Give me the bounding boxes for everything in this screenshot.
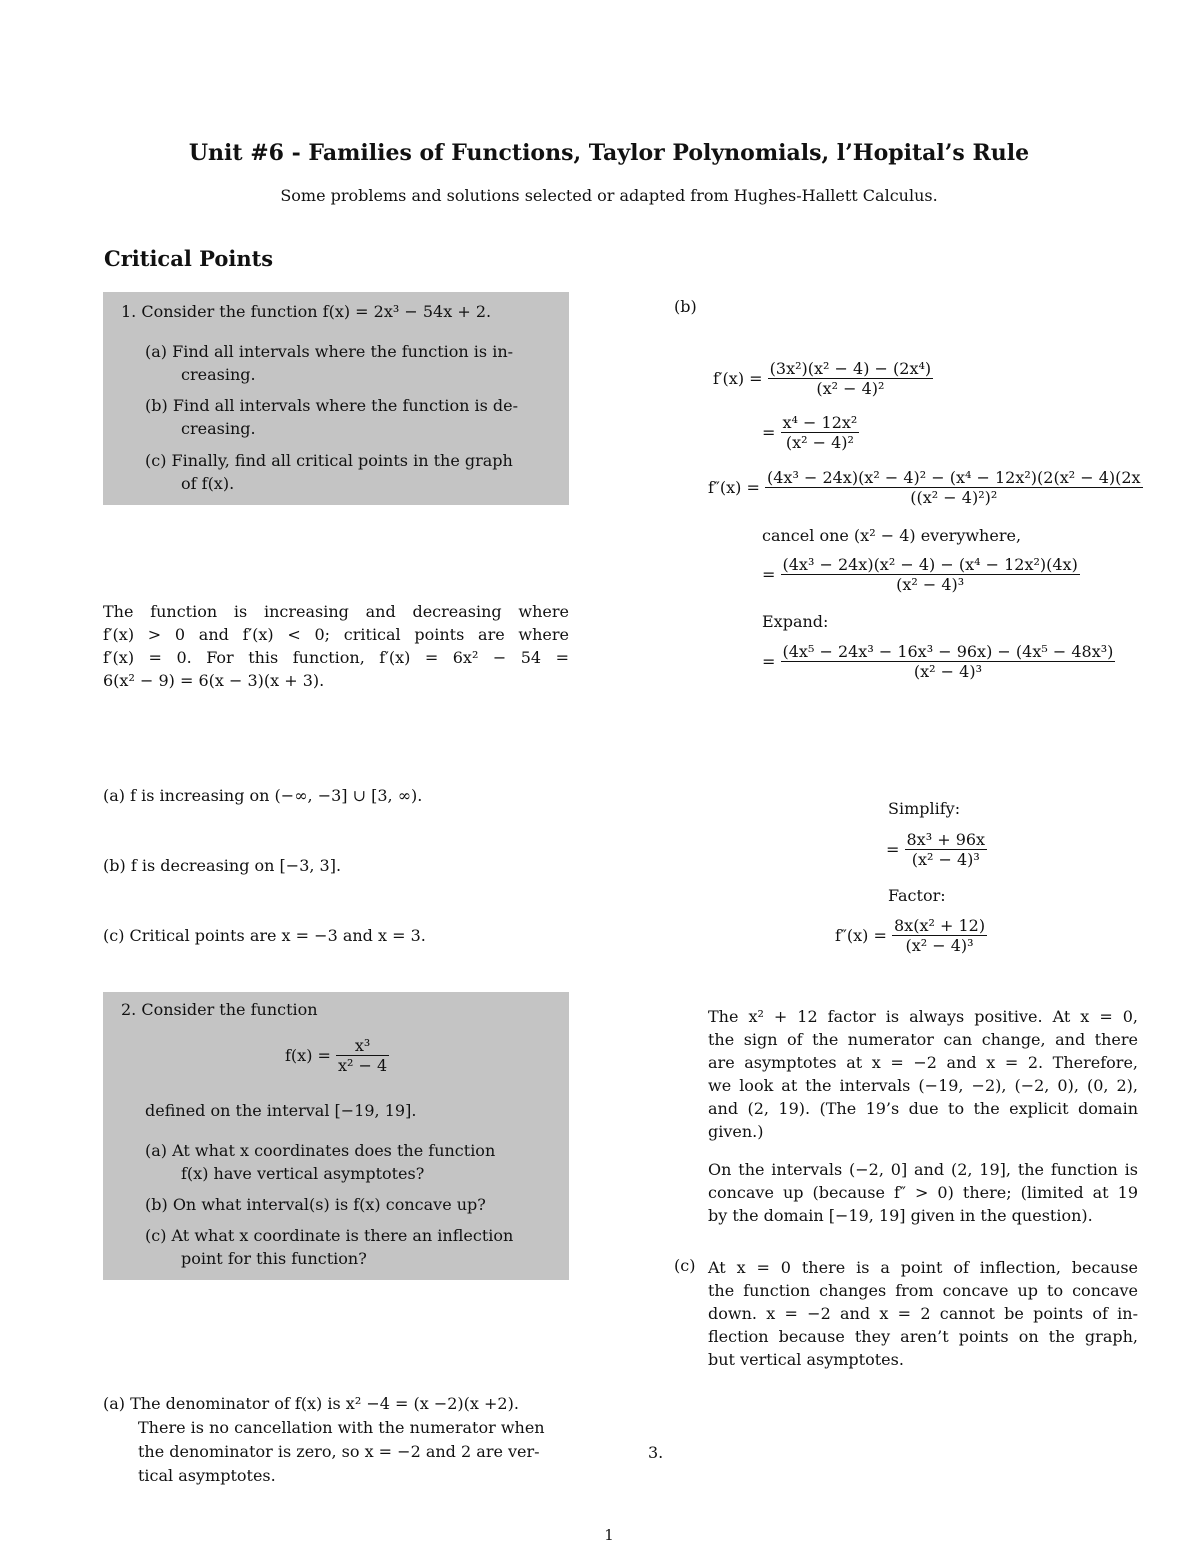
fraction-numerator: 8x(x² + 12) <box>894 916 986 935</box>
solution-2a-line3: the denominator is zero, so x = −2 and 2 are ver- <box>138 1442 540 1461</box>
document-title: Unit #6 - Families of Functions, Taylor Polynomials, l’Hopital’s Rule <box>188 140 1030 166</box>
fraction-numerator: x⁴ − 12x² <box>782 413 858 432</box>
paragraph-line: concave up (because f″ > 0) there; (limited at 19 <box>708 1183 1138 1202</box>
fraction-numerator: (4x⁵ − 24x³ − 16x³ − 96x) − (4x⁵ − 48x³) <box>782 642 1114 661</box>
solution-2b-label: (b) <box>674 297 697 316</box>
problem-2c-line1: (c) At what x coordinate is there an inflection <box>145 1226 514 1245</box>
solution-1-intro <box>103 600 569 692</box>
problem-2-function <box>285 1036 389 1075</box>
problem-1-box <box>103 292 569 505</box>
expand-label: Expand: <box>762 612 829 631</box>
paragraph-line: At x = 0 there is a point of inflection, because <box>708 1258 1138 1277</box>
page-number: 1 <box>604 1526 614 1544</box>
fprime-fraction-2 <box>781 413 860 452</box>
paragraph-line: The x² + 12 factor is always positive. At x = 0, <box>708 1007 1138 1026</box>
fprime-row-1 <box>713 359 933 398</box>
problem-2-fraction <box>336 1036 389 1075</box>
factor-label: Factor: <box>888 886 946 905</box>
paragraph-line: are asymptotes at x = −2 and x = 2. Therefore, <box>708 1053 1138 1072</box>
solution-1b: (b) f is decreasing on [−3, 3]. <box>103 856 342 875</box>
fdoubleprime-fraction-3 <box>781 642 1116 681</box>
fdoubleprime-lhs: f″(x) = <box>835 926 887 945</box>
problem-2a-line2: f(x) have vertical asymptotes? <box>181 1164 425 1183</box>
fraction-numerator: (3x²)(x² − 4) − (2x⁴) <box>769 359 932 378</box>
problem-1-statement: 1. Consider the function f(x) = 2x³ − 54x + 2. <box>121 302 492 321</box>
problem-1a-line2: creasing. <box>181 365 256 384</box>
solution-2a-line4: tical asymptotes. <box>138 1466 276 1485</box>
cancel-note: cancel one (x² − 4) everywhere, <box>762 526 1022 545</box>
fdoubleprime-fraction-1 <box>765 468 1143 507</box>
paragraph-line: down. x = −2 and x = 2 cannot be points of in- <box>708 1304 1138 1323</box>
fraction-denominator: (x² − 4)³ <box>911 850 980 869</box>
problem-2b-line1: (b) On what interval(s) is f(x) concave up? <box>145 1195 486 1214</box>
fprime-lhs: f′(x) = <box>713 369 763 388</box>
problem-2-box <box>103 992 569 1280</box>
paragraph-line: and (2, 19). (The 19’s due to the explicit domain <box>708 1099 1138 1118</box>
equals-sign: = <box>762 652 776 671</box>
equals-sign: = <box>886 840 900 859</box>
problem-1a-line1: (a) Find all intervals where the function is in- <box>145 342 514 361</box>
solution-2a-line1: (a) The denominator of f(x) is x² −4 = (x −2)(x +2). <box>103 1394 519 1413</box>
fraction-numerator: x³ <box>336 1036 389 1056</box>
problem-2-statement: 2. Consider the function <box>121 1000 318 1019</box>
fdoubleprime-row-2 <box>762 555 1080 594</box>
fdoubleprime-fraction-2 <box>781 555 1080 594</box>
problem-1c-line2: of f(x). <box>181 474 235 493</box>
document-subtitle: Some problems and solutions selected or adapted from Hughes-Hallett Calculus. <box>280 186 938 205</box>
paragraph-line: we look at the intervals (−19, −2), (−2, 0), (0, 2), <box>708 1076 1138 1095</box>
solution-2b-paragraph-1 <box>708 1005 1138 1143</box>
paragraph-line: On the intervals (−2, 0] and (2, 19], the function is <box>708 1160 1138 1179</box>
solution-2a-line2: There is no cancellation with the numerator when <box>138 1418 545 1437</box>
fraction-denominator: (x² − 4)³ <box>905 936 974 955</box>
simplify-row <box>886 830 987 869</box>
equals-sign: = <box>762 565 776 584</box>
fdoubleprime-lhs: f″(x) = <box>708 478 760 497</box>
paragraph-line: the sign of the numerator can change, and there <box>708 1030 1138 1049</box>
fraction-denominator: ((x² − 4)²)² <box>910 488 998 507</box>
section-title: Critical Points <box>104 246 274 271</box>
fraction-numerator: (4x³ − 24x)(x² − 4)² − (x⁴ − 12x²)(2(x² − 4)(2x <box>767 468 1141 487</box>
fprime-row-2 <box>762 413 859 452</box>
solution-1-line: The function is increasing and decreasing where <box>103 602 569 621</box>
problem-2a-line1: (a) At what x coordinates does the function <box>145 1141 496 1160</box>
simplify-label: Simplify: <box>888 799 961 818</box>
simplify-fraction <box>905 830 988 869</box>
solution-1-line: f′(x) > 0 and f′(x) < 0; critical points are where <box>103 625 569 644</box>
solution-2c-body <box>708 1256 1138 1371</box>
fraction-denominator: (x² − 4)³ <box>913 662 982 681</box>
problem-1b-line2: creasing. <box>181 419 256 438</box>
paragraph-line: by the domain [−19, 19] given in the question). <box>708 1206 1093 1225</box>
problem-2-domain: defined on the interval [−19, 19]. <box>145 1101 417 1120</box>
problem-1b-line1: (b) Find all intervals where the function is de- <box>145 396 519 415</box>
paragraph-line: flection because they aren’t points on the graph, <box>708 1327 1138 1346</box>
factor-row <box>835 916 987 955</box>
problem-1c-line1: (c) Finally, find all critical points in the graph <box>145 451 513 470</box>
solution-1c: (c) Critical points are x = −3 and x = 3. <box>103 926 426 945</box>
fdoubleprime-row-3 <box>762 642 1115 681</box>
fprime-fraction-1 <box>768 359 933 398</box>
solution-2c-label: (c) <box>674 1256 696 1275</box>
paragraph-line: given.) <box>708 1122 764 1141</box>
fraction-denominator: x² − 4 <box>338 1056 388 1075</box>
problem-3-label: 3. <box>648 1443 664 1462</box>
fraction-denominator: (x² − 4)² <box>816 379 885 398</box>
problem-2c-line2: point for this function? <box>181 1249 367 1268</box>
paragraph-line: but vertical asymptotes. <box>708 1350 904 1369</box>
equals-sign: = <box>762 423 776 442</box>
fraction-denominator: (x² − 4)² <box>785 433 854 452</box>
fraction-numerator: (4x³ − 24x)(x² − 4) − (x⁴ − 12x²)(4x) <box>782 555 1078 574</box>
paragraph-line: the function changes from concave up to concave <box>708 1281 1138 1300</box>
fdoubleprime-row-1 <box>708 468 1143 507</box>
solution-1a: (a) f is increasing on (−∞, −3] ∪ [3, ∞). <box>103 786 423 805</box>
factor-fraction <box>892 916 987 955</box>
solution-1-line: 6(x² − 9) = 6(x − 3)(x + 3). <box>103 671 325 690</box>
solution-1-line: f′(x) = 0. For this function, f′(x) = 6x² − 54 = <box>103 648 569 667</box>
fraction-numerator: 8x³ + 96x <box>906 830 986 849</box>
solution-2b-paragraph-2 <box>708 1158 1138 1227</box>
fraction-denominator: (x² − 4)³ <box>896 575 965 594</box>
problem-2-function-lhs: f(x) = <box>285 1046 331 1065</box>
